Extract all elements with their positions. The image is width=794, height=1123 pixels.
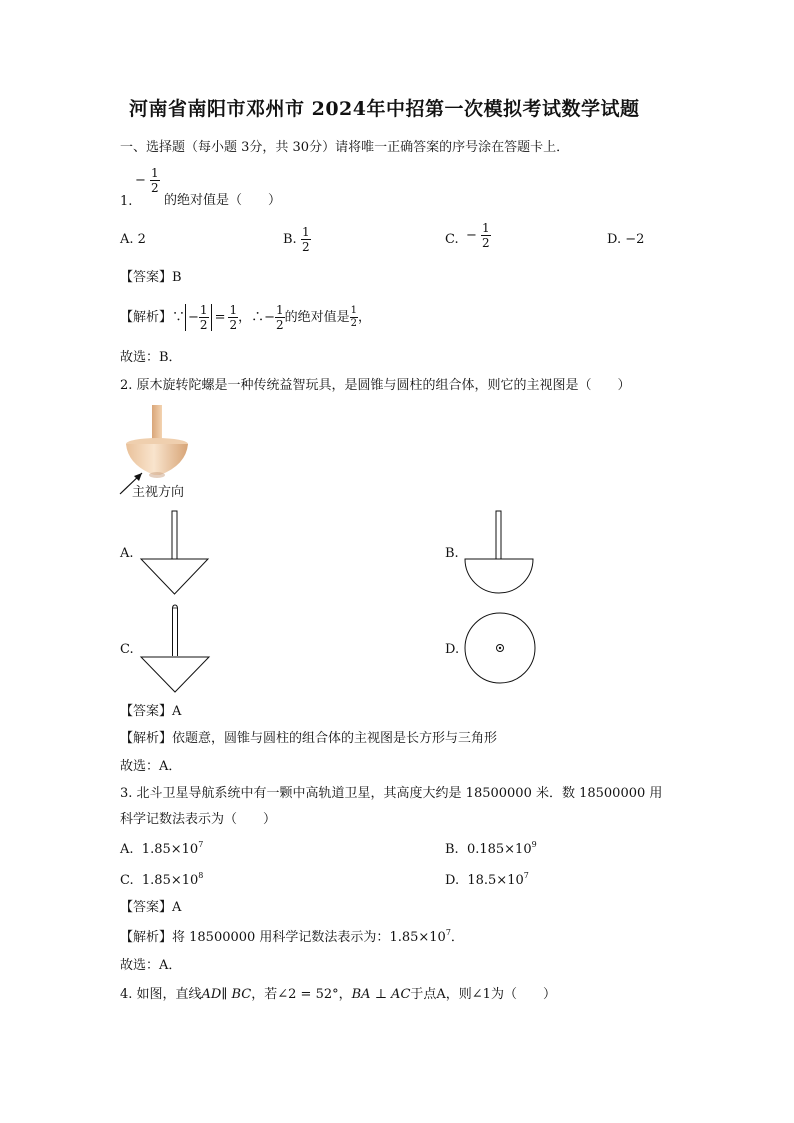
q1-option-c-expr <box>466 222 491 249</box>
q3-analysis <box>120 928 464 945</box>
q3c-exp: 8 <box>198 871 204 880</box>
q1-analysis-label: 【解析】∵ <box>120 310 186 325</box>
q1-frac-num: 1 <box>151 166 159 180</box>
q3-option-d <box>445 871 529 888</box>
q4-stem-a: 4. 如图，直线 <box>120 987 202 1002</box>
q1a4-den: 2 <box>350 318 358 329</box>
q3-analysis-base: 1.85×10 <box>389 930 446 945</box>
q1a3-num: 1 <box>276 303 284 317</box>
q1a-den: 2 <box>199 318 208 332</box>
q1b-num: 1 <box>302 225 310 239</box>
q1-option-b-label: B. <box>283 232 297 247</box>
q1-option-c-label: C. <box>445 232 459 247</box>
q4-stem-b: AD∥ BC <box>201 987 252 1002</box>
q1-analysis <box>120 304 371 331</box>
q1-fraction <box>150 167 160 194</box>
q2-option-c-figure <box>140 601 212 693</box>
q4-stem-c: ，若∠2 = 52°， <box>251 987 352 1002</box>
q3-stem-line1: 3. 北斗卫星导航系统中有一颗中高轨道卫星，其高度大约是 18500000 米．数 18500000 用 <box>120 786 663 801</box>
q1-fraction-expression <box>135 167 160 194</box>
q1-answer: 【答案】B <box>120 270 182 285</box>
q1b-den: 2 <box>302 240 310 254</box>
q1-number: 1. <box>120 194 133 209</box>
q1a2-den: 2 <box>229 318 238 332</box>
q3a-base: 1.85×10 <box>141 842 199 857</box>
q1-eq: = <box>214 310 226 325</box>
view-direction-label: 主视方向 <box>132 485 185 500</box>
q2-choose: 故选：A． <box>120 759 182 774</box>
q4-stem-e: 于点A，则∠1为（ ） <box>410 987 556 1002</box>
q1-abs-minus: − <box>188 310 199 325</box>
q2-analysis: 【解析】依题意，圆锥与圆柱的组合体的主视图是长方形与三角形 <box>120 731 498 746</box>
q1-option-d: D. −2 <box>607 232 645 247</box>
q2-option-b-figure <box>464 510 536 596</box>
q1-tail: 的绝对值是 <box>284 310 350 325</box>
q4-stem-d: BA ⊥ AC <box>351 987 411 1002</box>
q1-end: ， <box>358 310 372 325</box>
q3-stem-line2: 科学记数法表示为（ ） <box>120 812 277 827</box>
q1-choose: 故选：B． <box>120 350 182 365</box>
page-title: 河南省南阳市邓州市 2024年中招第一次模拟考试数学试题 <box>129 98 640 120</box>
q1c-minus: − <box>466 228 477 243</box>
q1c-num: 1 <box>482 221 490 235</box>
q2-stem: 2. 原木旋转陀螺是一种传统益智玩具，是圆锥与圆柱的组合体，则它的主视图是（ ） <box>120 378 631 393</box>
q1-option-b-fraction <box>301 226 311 253</box>
q3b-label: B. <box>445 842 459 857</box>
q2-option-d-label: D. <box>445 642 460 657</box>
q3-analysis-exp: 7 <box>445 928 451 937</box>
q3-analysis-end: ． <box>450 930 464 945</box>
q2-option-a-figure <box>140 510 210 596</box>
q3-answer: 【答案】A <box>120 900 182 915</box>
q3b-base: 0.185×10 <box>466 842 532 857</box>
q4-stem <box>120 988 556 1001</box>
q3-choose: 故选：A． <box>120 958 182 973</box>
q3-option-b <box>445 840 537 857</box>
spinning-top-image <box>118 403 198 498</box>
q1-abs-value <box>185 304 212 331</box>
q2-option-a-label: A. <box>120 546 134 561</box>
q2-answer: 【答案】A <box>120 704 182 719</box>
q3c-base: 1.85×10 <box>141 873 199 888</box>
top-stick <box>152 405 162 443</box>
q3a-label: A. <box>120 842 134 857</box>
q1-option-a: A. 2 <box>120 232 146 247</box>
q3-option-a <box>120 840 204 857</box>
q3d-base: 18.5×10 <box>467 873 524 888</box>
q1a2-num: 1 <box>229 303 238 317</box>
q1-therefore: ，∴− <box>238 310 276 325</box>
q1c-den: 2 <box>482 236 490 250</box>
q3-analysis-text: 【解析】将 18500000 用科学记数法表示为： <box>120 930 390 945</box>
q2-option-c-label: C. <box>120 642 134 657</box>
top-cone <box>126 444 188 475</box>
q2-option-d-figure <box>464 612 538 686</box>
q1-stem: 的绝对值是（ ） <box>164 193 282 208</box>
q1a-num: 1 <box>199 303 208 317</box>
q3d-exp: 7 <box>523 871 529 880</box>
q1a3-den: 2 <box>276 318 284 332</box>
q3d-label: D. <box>445 873 460 888</box>
q3-option-c <box>120 871 204 888</box>
q1a4-num: 1 <box>350 305 358 316</box>
section-heading: 一、选择题（每小题 3分，共 30分）请将唯一正确答案的序号涂在答题卡上． <box>120 140 570 155</box>
q1-frac-den: 2 <box>151 181 159 195</box>
q3b-exp: 9 <box>531 840 537 849</box>
q3c-label: C. <box>120 873 134 888</box>
q3a-exp: 7 <box>198 840 204 849</box>
q1-minus: − <box>135 173 146 188</box>
q2-option-b-label: B. <box>445 546 459 561</box>
